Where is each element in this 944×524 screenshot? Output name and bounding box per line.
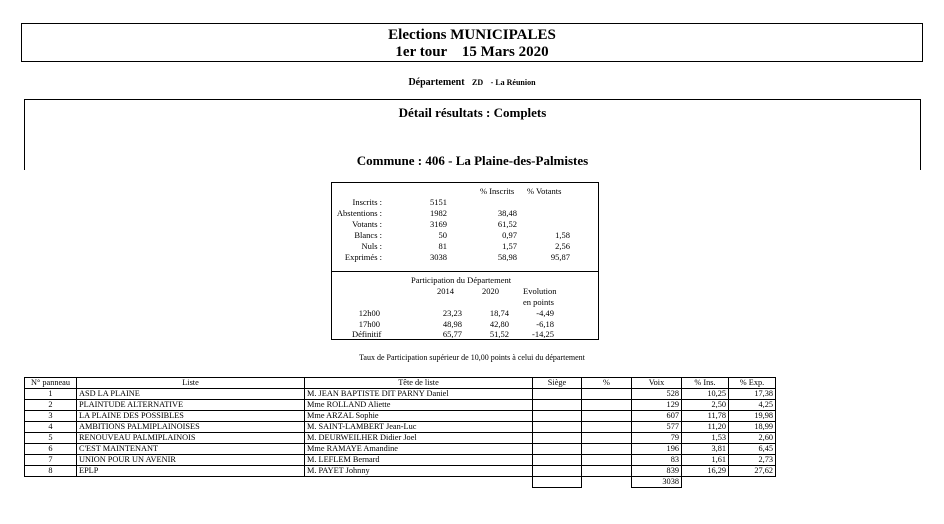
table-row	[25, 400, 776, 411]
participation-2020: 42,80	[489, 318, 509, 329]
cell-siege	[533, 422, 582, 433]
stat-value: 1982	[430, 207, 447, 218]
cell-tete: M. PAYET Johnny	[305, 466, 533, 477]
cell-voix: 607	[632, 411, 682, 422]
year-2014: 2014	[437, 286, 454, 296]
cell-siege	[533, 466, 582, 477]
table-row	[25, 411, 776, 422]
cell-liste: AMBITIONS PALMIPLAINOISES	[77, 422, 305, 433]
cell-pct-ins: 1,53	[682, 433, 729, 444]
cell-pct-exp: 4,25	[729, 400, 776, 411]
department-line	[0, 77, 944, 88]
department-label: Département	[408, 77, 465, 88]
table-row	[25, 444, 776, 455]
detail-title: Détail résultats : Complets	[398, 105, 547, 120]
cell-pct	[582, 422, 632, 433]
stat-label: Blancs :	[354, 229, 382, 240]
stat-pct-votants: 2,56	[555, 240, 570, 251]
header-panneau: N° panneau	[25, 378, 77, 389]
cell-pct-ins: 10,25	[682, 389, 729, 400]
participation-2014: 65,77	[442, 329, 462, 339]
page-subtitle: 1er tour 15 Mars 2020	[395, 44, 549, 60]
cell-pct-exp: 2,73	[729, 455, 776, 466]
cell-liste: EPLP	[77, 466, 305, 477]
page-title: Elections MUNICIPALES	[388, 27, 556, 43]
cell-pct	[582, 400, 632, 411]
header-tete: Tête de liste	[305, 378, 533, 389]
cell-pct-ins: 11,20	[682, 422, 729, 433]
empty-cell	[682, 477, 729, 488]
table-row	[25, 433, 776, 444]
cell-pct-exp: 19,98	[729, 411, 776, 422]
evolution-label: Evolution	[523, 286, 557, 296]
col-pct-votants: % Votants	[527, 186, 562, 196]
participation-2014: 23,23	[442, 308, 462, 318]
cell-siege	[533, 433, 582, 444]
cell-pct-ins: 2,50	[682, 400, 729, 411]
cell-pct-ins: 3,81	[682, 444, 729, 455]
stat-label: Abstentions :	[336, 207, 382, 218]
header-liste: Liste	[77, 378, 305, 389]
stat-value: 81	[438, 240, 447, 251]
cell-siege	[533, 400, 582, 411]
participation-title: Participation du Département	[411, 275, 512, 285]
cell-pct-exp: 27,62	[729, 466, 776, 477]
stat-value: 3169	[430, 218, 447, 229]
cell-tete: M. SAINT-LAMBERT Jean-Luc	[305, 422, 533, 433]
cell-panneau: 8	[25, 466, 77, 477]
cell-voix: 528	[632, 389, 682, 400]
table-row	[25, 455, 776, 466]
cell-siege	[533, 444, 582, 455]
stat-pct-votants: 1,58	[555, 229, 570, 240]
cell-panneau: 6	[25, 444, 77, 455]
commune-title: Commune : 406 - La Plaine-des-Palmistes	[356, 153, 589, 168]
department-name: - La Réunion	[490, 78, 536, 87]
table-row	[25, 422, 776, 433]
stat-label: Votants :	[352, 218, 382, 229]
table-row	[25, 466, 776, 477]
cell-voix: 129	[632, 400, 682, 411]
cell-pct-exp: 17,38	[729, 389, 776, 400]
cell-pct	[582, 455, 632, 466]
stats-box	[331, 182, 599, 340]
department-code: ZD	[472, 78, 484, 87]
empty-cell	[582, 477, 632, 488]
total-voix: 3038	[632, 477, 682, 488]
cell-pct-exp: 6,45	[729, 444, 776, 455]
results-table	[24, 377, 776, 488]
cell-panneau: 2	[25, 400, 77, 411]
empty-cell	[25, 477, 77, 488]
participation-2020: 51,52	[489, 329, 509, 339]
cell-voix: 83	[632, 455, 682, 466]
cell-liste: RENOUVEAU PALMIPLAINOIS	[77, 433, 305, 444]
stat-pct-inscrits: 1,57	[502, 240, 517, 251]
cell-panneau: 4	[25, 422, 77, 433]
table-row	[25, 389, 776, 400]
participation-note: Taux de Participation supérieur de 10,00 points à celui du département	[359, 353, 585, 362]
stat-label: Exprimés :	[344, 251, 382, 262]
participation-evolution: -6,18	[536, 318, 554, 329]
cell-liste: UNION POUR UN AVENIR	[77, 455, 305, 466]
header-pct-exp: % Exp.	[729, 378, 776, 389]
header-voix: Voix	[632, 378, 682, 389]
participation-evolution: -14,25	[532, 329, 554, 339]
stat-label: Nuls :	[361, 240, 382, 251]
empty-cell	[305, 477, 533, 488]
stat-pct-inscrits: 0,97	[502, 229, 517, 240]
empty-cell	[729, 477, 776, 488]
cell-pct	[582, 466, 632, 477]
stat-value: 5151	[430, 197, 447, 207]
cell-panneau: 1	[25, 389, 77, 400]
cell-siege	[533, 455, 582, 466]
empty-cell	[77, 477, 305, 488]
cell-pct	[582, 433, 632, 444]
col-pct-inscrits: % Inscrits	[480, 186, 515, 196]
cell-tete: Mme RAMAYE Amandine	[305, 444, 533, 455]
cell-voix: 577	[632, 422, 682, 433]
stat-pct-votants: 95,87	[550, 251, 570, 262]
stats-separator	[332, 271, 598, 272]
participation-time: Définitif	[352, 329, 382, 339]
participation-evolution: -4,49	[536, 308, 554, 318]
cell-tete: M. LEFLEM Bernard	[305, 455, 533, 466]
cell-pct-ins: 11,78	[682, 411, 729, 422]
cell-liste: PLAINTUDE ALTERNATIVE	[77, 400, 305, 411]
year-2020: 2020	[482, 286, 499, 296]
stat-pct-inscrits: 61,52	[497, 218, 517, 229]
cell-tete: M. DEURWEILHER Didier Joel	[305, 433, 533, 444]
cell-panneau: 5	[25, 433, 77, 444]
cell-pct-exp: 2,60	[729, 433, 776, 444]
results-header-row	[25, 378, 776, 389]
stat-pct-inscrits: 58,98	[497, 251, 517, 262]
cell-siege	[533, 389, 582, 400]
cell-tete: Mme ARZAL Sophie	[305, 411, 533, 422]
cell-tete: M. JEAN BAPTISTE DIT PARNY Daniel	[305, 389, 533, 400]
cell-liste: C'EST MAINTENANT	[77, 444, 305, 455]
total-row	[25, 477, 776, 488]
participation-time: 12h00	[358, 308, 380, 318]
participation-2020: 18,74	[489, 308, 509, 318]
stat-value: 3038	[430, 251, 447, 262]
title-box	[21, 23, 923, 62]
cell-pct-ins: 16,29	[682, 466, 729, 477]
cell-voix: 79	[632, 433, 682, 444]
cell-voix: 839	[632, 466, 682, 477]
detail-box	[24, 99, 921, 170]
evolution-label-2: en points	[523, 297, 554, 307]
cell-voix: 196	[632, 444, 682, 455]
stat-value: 50	[438, 229, 447, 240]
cell-pct-exp: 18,99	[729, 422, 776, 433]
participation-2014: 48,98	[442, 318, 462, 329]
cell-liste: LA PLAINE DES POSSIBLES	[77, 411, 305, 422]
cell-panneau: 3	[25, 411, 77, 422]
participation-time: 17h00	[358, 318, 380, 329]
stat-pct-inscrits: 38,48	[497, 207, 517, 218]
cell-siege	[533, 411, 582, 422]
cell-pct	[582, 411, 632, 422]
cell-pct	[582, 389, 632, 400]
header-pct: %	[582, 378, 632, 389]
cell-tete: Mme ROLLAND Aliette	[305, 400, 533, 411]
cell-pct	[582, 444, 632, 455]
stat-label: Inscrits :	[352, 197, 382, 207]
cell-liste: ASD LA PLAINE	[77, 389, 305, 400]
cell-pct-ins: 1,61	[682, 455, 729, 466]
header-pct-ins: % Ins.	[682, 378, 729, 389]
cell-panneau: 7	[25, 455, 77, 466]
total-siege	[533, 477, 582, 488]
header-siege: Siège	[533, 378, 582, 389]
